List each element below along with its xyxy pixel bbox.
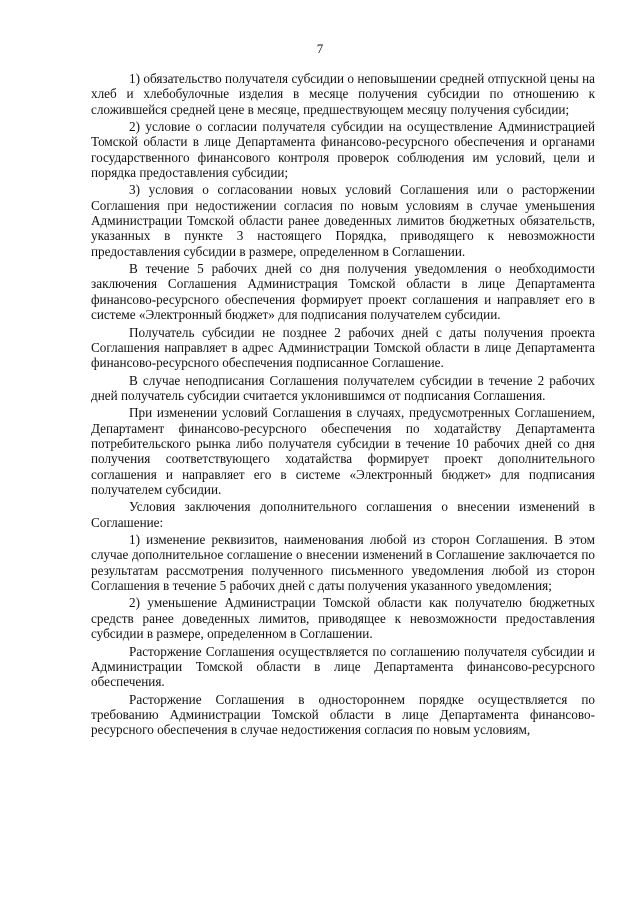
paragraph: Условия заключения дополнительного соглашения о внесении изменений в Соглашение: bbox=[91, 499, 595, 530]
paragraph: 1) обязательство получателя субсидии о неповышении средней отпускной цены на хлеб и хлебобулочные изделия в месяце получения субсидии по отношению к сложившейся средней цене в месяце, предшествующем месяцу получения субсидии; bbox=[91, 71, 595, 117]
paragraph: 2) уменьшение Администрации Томской области как получателю бюджетных средств ранее доведенных лимитов, приводящее к невозможности предоставления субсидии в размере, определенном в Соглашении. bbox=[91, 595, 595, 642]
page-number: 7 bbox=[316, 41, 324, 56]
paragraph: 2) условие о согласии получателя субсидии на осуществление Администрацией Томской области в лице Департамента финансово-ресурсного обеспечения и органами государственного финансового контроля проверок соблюдения им условий, цели и порядка предоставления субсидии; bbox=[91, 119, 595, 180]
paragraph: Расторжение Соглашения осуществляется по соглашению получателя субсидии и Администрации Томской области в лице Департамента финансово-ресурсного обеспечения. bbox=[91, 643, 595, 690]
paragraph: Получатель субсидии не позднее 2 рабочих дней с даты получения проекта Соглашения направляет в адрес Администрации Томской области в лице Департамента финансово-ресурсного обеспечения подписанное Соглашение. bbox=[91, 324, 595, 371]
paragraph: 1) изменение реквизитов, наименования любой из сторон Соглашения. В этом случае дополнительное соглашение о внесении изменений в Соглашение заключается по результатам рассмотрения полученного письменного уведомления любой из сторон Соглашения в течение 5 рабочих дней с даты получения указанного уведомления; bbox=[91, 532, 595, 593]
document-body bbox=[91, 71, 595, 740]
paragraph: В случае неподписания Соглашения получателем субсидии в течение 2 рабочих дней получатель субсидии считается уклонившимся от подписания Соглашения. bbox=[91, 372, 595, 403]
paragraph: 3) условия о согласовании новых условий Соглашения или о расторжении Соглашения при недостижении согласия по новым условиям в случае уменьшения Администрации Томской области ранее доведенных лимитов бюджетных обязательств, указанных в пункте 3 настоящего Порядка, приводящего к невозможности предоставления субсидии в размере, определенном в Соглашении. bbox=[91, 182, 595, 259]
paragraph: При изменении условий Соглашения в случаях, предусмотренных Соглашением, Департамент финансово-ресурсного обеспечения по ходатайству Департамента потребительского рынка либо получателя субсидии в течение 10 рабочих дней со дня получения соответствующего ходатайства формирует проект дополнительного соглашения и направляет его в системе «Электронный бюджет» для подписания получателем субсидии. bbox=[91, 405, 595, 497]
paragraph: В течение 5 рабочих дней со дня получения уведомления о необходимости заключения Соглашения Администрация Томской области в лице Департамента финансово-ресурсного обеспечения формирует проект соглашения и направляет его в системе «Электронный бюджет» для подписания получателем субсидии. bbox=[91, 261, 595, 323]
paragraph: Расторжение Соглашения в одностороннем порядке осуществляется по требованию Администрации Томской области в лице Департамента финансово-ресурсного обеспечения в случае недостижения согласия по новым условиям, bbox=[91, 691, 595, 738]
